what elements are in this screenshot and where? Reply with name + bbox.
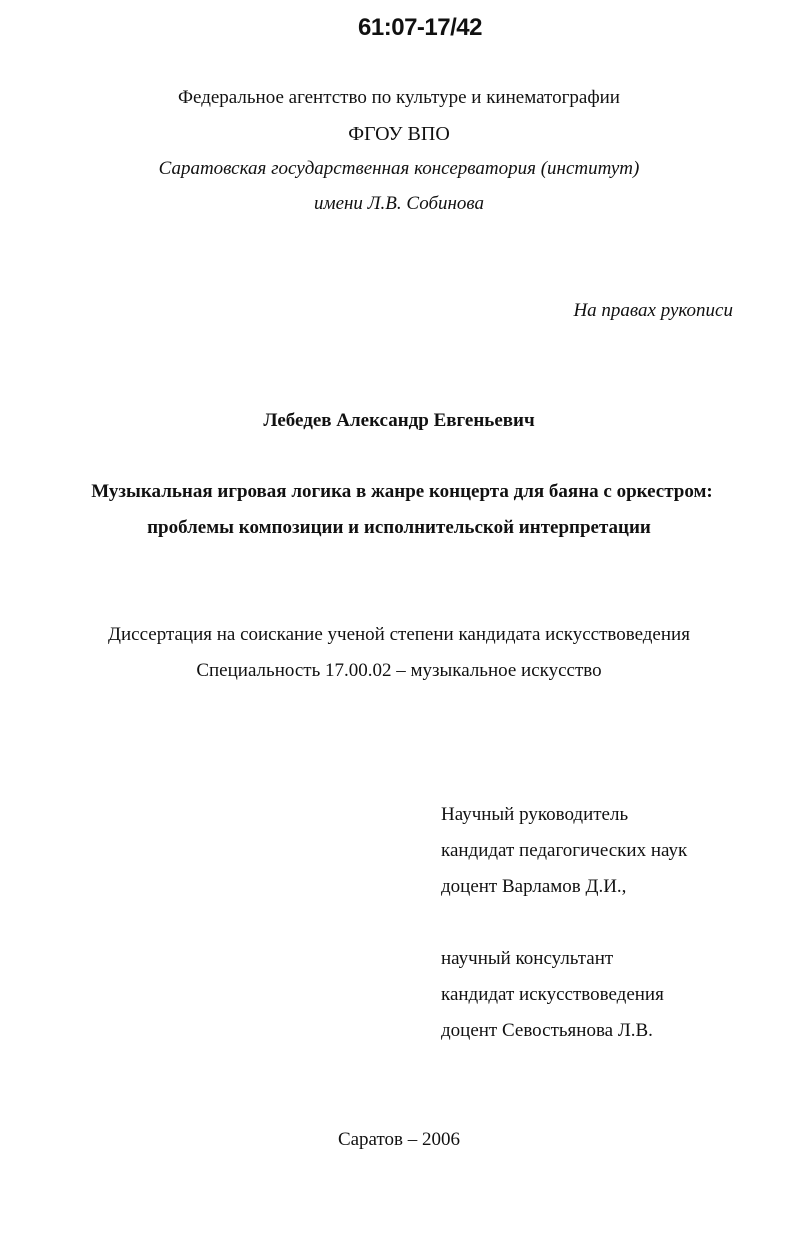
consultant-name: доцент Севостьянова Л.В. [441, 1020, 653, 1041]
dissertation-title-line-1: Музыкальная игровая логика в жанре концерта для баяна с оркестром: [91, 481, 713, 502]
consultant-degree: кандидат искусствоведения [441, 984, 664, 1005]
rights-note: На правах рукописи [573, 300, 733, 321]
archive-stamp: 61:07-17/42 [358, 14, 482, 41]
dissertation-specialty: Специальность 17.00.02 – музыкальное искусство [196, 660, 602, 681]
dissertation-title-line-2: проблемы композиции и исполнительской интерпретации [147, 517, 651, 538]
consultant-role: научный консультант [441, 948, 614, 969]
advisor-name: доцент Варламов Д.И., [441, 876, 627, 897]
agency-name: Федеральное агентство по культуре и кинематографии [178, 87, 620, 108]
advisor-degree: кандидат педагогических наук [441, 840, 688, 861]
dissertation-degree: Диссертация на соискание ученой степени кандидата искусствоведения [108, 624, 690, 645]
institution-named-after: имени Л.В. Собинова [313, 193, 485, 214]
organization-name: ФГОУ ВПО [348, 123, 450, 145]
institution-name: Саратовская государственная консерватория (институт) [158, 158, 640, 179]
city-year: Саратов – 2006 [337, 1129, 461, 1150]
author-name: Лебедев Александр Евгеньевич [263, 410, 535, 431]
advisor-role: Научный руководитель [441, 804, 629, 825]
